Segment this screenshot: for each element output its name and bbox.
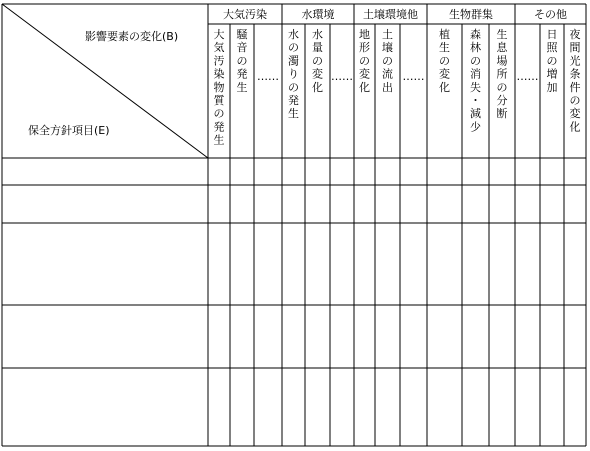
column-header-label: 騒音の発生 xyxy=(236,28,248,94)
group-header-label: 大気汚染 xyxy=(223,8,267,21)
column-header-label: 土壌の流出 xyxy=(382,28,393,94)
axis-label-conservation-policy: 保全方針項目(E) xyxy=(28,124,110,137)
column-header-label: 植生の変化 xyxy=(439,28,450,94)
column-headers xyxy=(214,7,581,147)
ellipsis-marker: …… xyxy=(331,70,353,83)
column-header-label: 大気汚染物質の発生 xyxy=(213,28,225,147)
group-header-label: その他 xyxy=(534,8,567,21)
group-header-label: 生物群集 xyxy=(449,8,493,21)
ellipsis-marker: …… xyxy=(402,70,425,83)
column-header-label: 森林の消失・減少 xyxy=(470,28,481,134)
column-header-label: 水の濁りの発生 xyxy=(288,28,299,121)
axis-label-influence-factors: 影響要素の変化(B) xyxy=(85,30,179,43)
column-header-label: 夜間光条件の変化 xyxy=(569,28,581,134)
group-header-label: 水環境 xyxy=(301,8,335,21)
ellipsis-marker: …… xyxy=(516,70,539,83)
column-header-label: 水量の変化 xyxy=(312,28,323,94)
column-header-label: 生息場所の分断 xyxy=(496,28,508,121)
column-header-label: 日照の増加 xyxy=(546,28,558,94)
ellipsis-marker: …… xyxy=(257,70,279,83)
column-header-label: 地形の変化 xyxy=(359,28,370,94)
group-header-label: 土壌環境他 xyxy=(363,8,418,21)
